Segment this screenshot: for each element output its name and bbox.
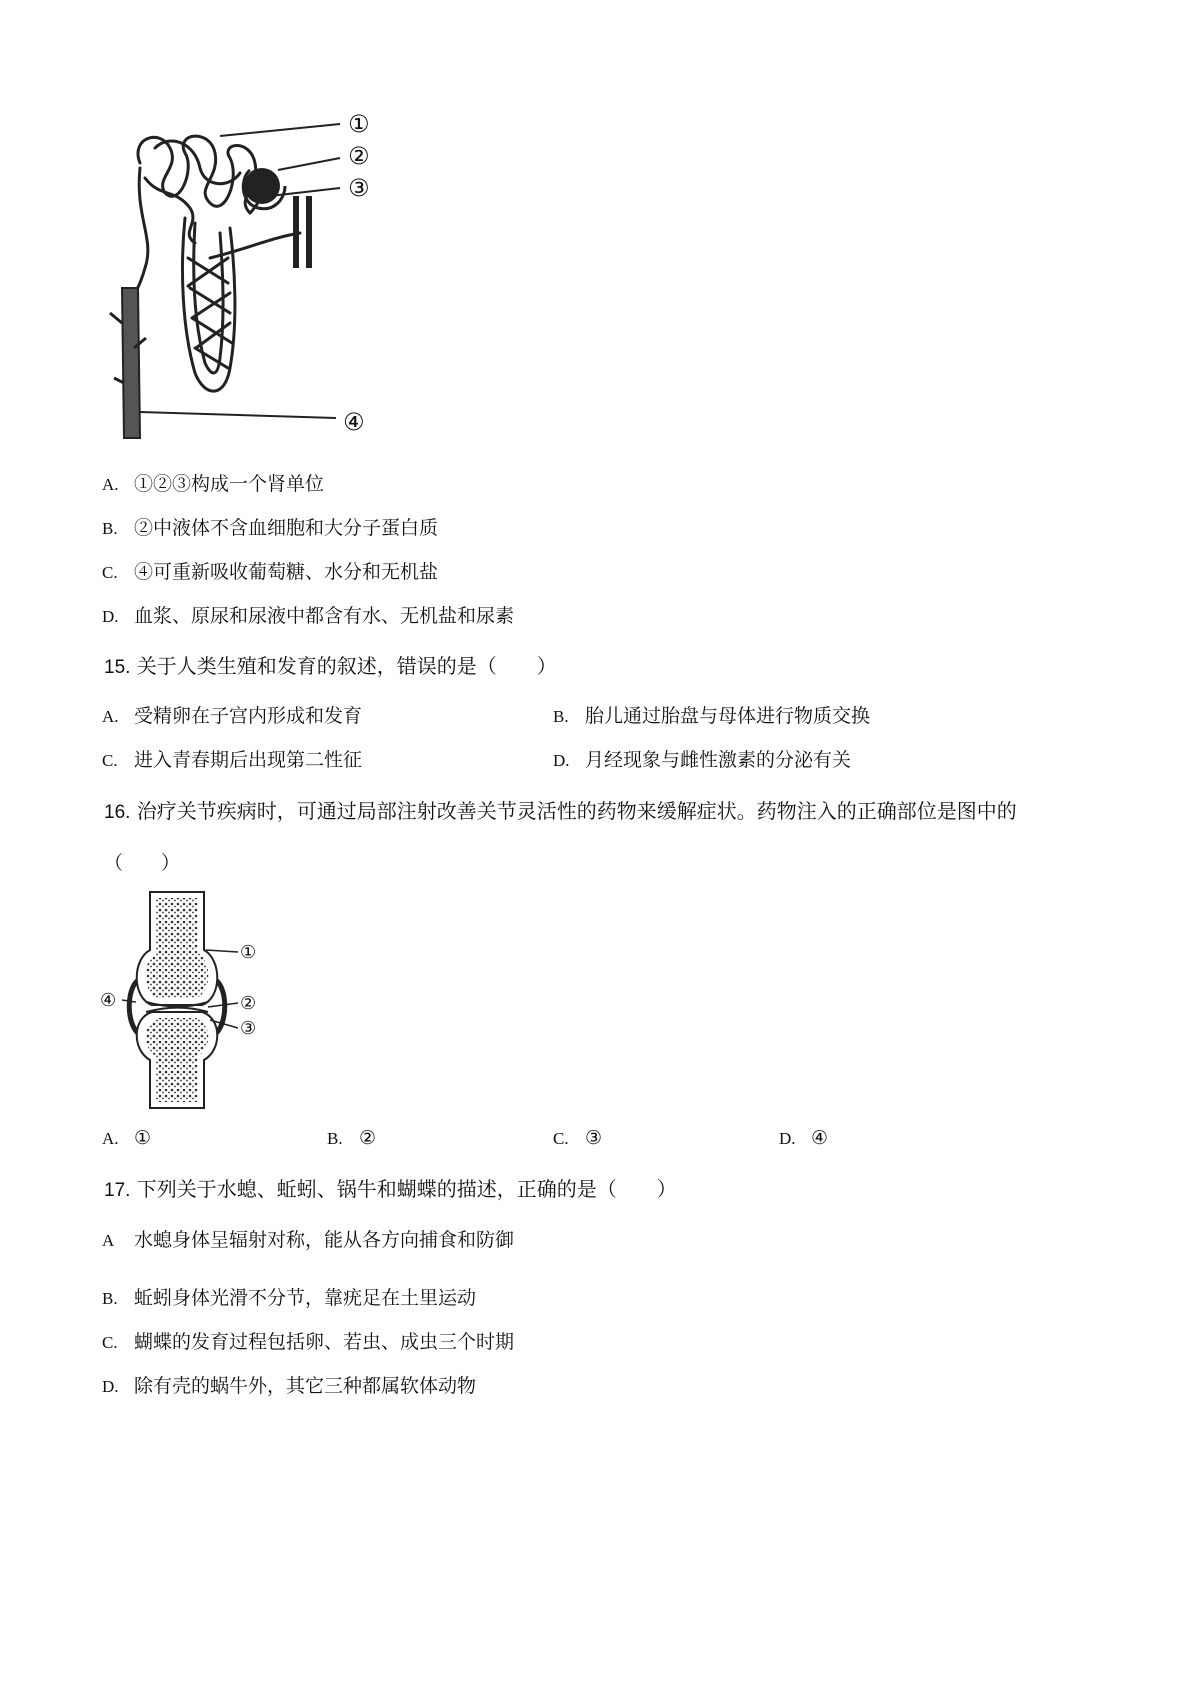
option-letter: B. — [102, 1289, 118, 1308]
q17-option-c — [102, 1330, 514, 1355]
option-text: 受精卵在子宫内形成和发育 — [134, 705, 363, 727]
option-letter: A — [102, 1231, 115, 1250]
joint-figure — [98, 890, 278, 1110]
option-letter: C. — [553, 1129, 569, 1148]
question-text: 治疗关节疾病时，可通过局部注射改善关节灵活性的药物来缓解症状。药物注入的正确部位是图中的 — [136, 799, 1017, 823]
q17-option-a — [102, 1228, 514, 1253]
option-letter: D. — [779, 1129, 796, 1148]
joint-label-2: ② — [240, 993, 257, 1014]
question-text: 关于人类生殖和发育的叙述，错误的是（ ） — [136, 654, 557, 678]
q15-option-b — [553, 704, 870, 729]
q15-option-a — [102, 704, 362, 729]
option-text: 除有壳的蜗牛外，其它三种都属软体动物 — [134, 1375, 477, 1397]
q17-stem — [104, 1176, 677, 1204]
q16-option-d — [779, 1126, 828, 1151]
q16-stem — [104, 798, 1017, 826]
q16-answer-paren: （ ） — [104, 852, 181, 874]
q16-option-c — [553, 1126, 602, 1151]
q14-option-d — [102, 604, 514, 629]
joint-label-1: ① — [240, 942, 257, 963]
option-text: 进入青春期后出现第二性征 — [134, 749, 363, 771]
q15-option-d — [553, 748, 851, 773]
option-text: ①②③构成一个肾单位 — [134, 473, 325, 495]
option-letter: C. — [102, 751, 118, 770]
option-text: 蚯蚓身体光滑不分节，靠疣足在土里运动 — [134, 1287, 477, 1309]
option-text: ② — [359, 1127, 377, 1149]
q17-option-d — [102, 1374, 476, 1399]
option-text: 月经现象与雌性激素的分泌有关 — [585, 749, 852, 771]
nephron-label-3: ③ — [348, 174, 370, 202]
option-letter: A. — [102, 707, 119, 726]
option-letter: A. — [102, 1129, 119, 1148]
q15-option-c — [102, 748, 362, 773]
nephron-figure — [100, 108, 440, 488]
option-letter: B. — [553, 707, 569, 726]
q14-option-c — [102, 560, 438, 585]
q14-option-b — [102, 516, 438, 541]
option-text: 蝴蝶的发育过程包括卵、若虫、成虫三个时期 — [134, 1331, 515, 1353]
option-letter: C. — [102, 563, 118, 582]
joint-label-4: ④ — [100, 990, 117, 1011]
q17-option-b — [102, 1286, 476, 1311]
option-text: ④ — [811, 1127, 829, 1149]
option-letter: A. — [102, 475, 119, 494]
option-letter: D. — [102, 607, 119, 626]
q16-option-a — [102, 1126, 151, 1151]
option-text: 水螅身体呈辐射对称，能从各方向捕食和防御 — [134, 1229, 515, 1251]
option-text: 胎儿通过胎盘与母体进行物质交换 — [585, 705, 871, 727]
option-text: ③ — [585, 1127, 603, 1149]
option-text: ① — [134, 1127, 152, 1149]
nephron-label-1: ① — [348, 110, 370, 138]
question-number: 16. — [104, 802, 131, 823]
question-text: 下列关于水螅、蚯蚓、锅牛和蝴蝶的描述，正确的是（ ） — [136, 1177, 677, 1201]
option-text: ④可重新吸收葡萄糖、水分和无机盐 — [134, 561, 439, 583]
q14-option-a — [102, 472, 324, 497]
nephron-label-4: ④ — [343, 408, 365, 436]
nephron-label-2: ② — [348, 142, 370, 170]
option-text: ②中液体不含血细胞和大分子蛋白质 — [134, 517, 439, 539]
joint-label-3: ③ — [240, 1018, 257, 1039]
option-text: 血浆、原尿和尿液中都含有水、无机盐和尿素 — [134, 605, 515, 627]
option-letter: D. — [102, 1377, 119, 1396]
option-letter: B. — [327, 1129, 343, 1148]
question-number: 17. — [104, 1180, 131, 1201]
q16-option-b — [327, 1126, 376, 1151]
question-number: 15. — [104, 657, 131, 678]
option-letter: C. — [102, 1333, 118, 1352]
q15-stem — [104, 653, 557, 681]
option-letter: B. — [102, 519, 118, 538]
option-letter: D. — [553, 751, 570, 770]
